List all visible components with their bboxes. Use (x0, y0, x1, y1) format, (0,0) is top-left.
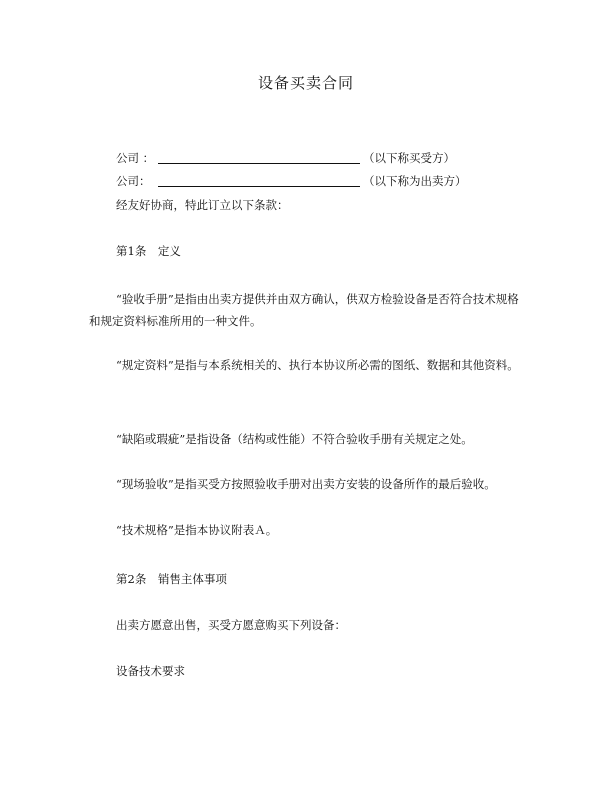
article-2-body: 出卖方愿意出售，买受方愿意购买下列设备： (116, 618, 346, 632)
definition-technical-spec: “技术规格”是指本协议附表Ａ。 (116, 523, 278, 537)
definition-defect: “缺陷或瑕疵”是指设备（结构或性能）不符合验收手册有关规定之处。 (116, 432, 473, 446)
definition-acceptance-manual: “验收手册”是指由出卖方提供并由双方确认，供双方检验设备是否符合技术规格和规定资料标准所用的一种文件。 (89, 292, 519, 328)
document-title: 设备买卖合同 (257, 74, 354, 92)
definition-site-acceptance: “现场验收”是指买受方按照验收手册对出卖方安装的设备所作的最后验收。 (116, 477, 496, 491)
seller-party-row (116, 173, 467, 189)
article-2-heading: 第2条 销售主体事项 (116, 572, 227, 586)
seller-party-suffix: （以下称为出卖方） (363, 174, 467, 188)
definition-specified-materials: “规定资料”是指与本系统相关的、执行本协议所必需的图纸、数据和其他资料。 (116, 358, 519, 372)
buyer-party-label: 公司 ： (116, 151, 155, 165)
preamble-text: 经友好协商，特此订立以下条款： (116, 198, 289, 212)
seller-party-label: 公司： (116, 174, 151, 188)
buyer-party-suffix: （以下称买受方） (363, 151, 455, 165)
article-1-heading: 第1条 定义 (116, 244, 181, 258)
seller-name-blank (158, 186, 360, 187)
equipment-requirements-heading: 设备技术要求 (116, 664, 185, 678)
buyer-name-blank (158, 163, 360, 164)
buyer-party-row (116, 150, 455, 166)
